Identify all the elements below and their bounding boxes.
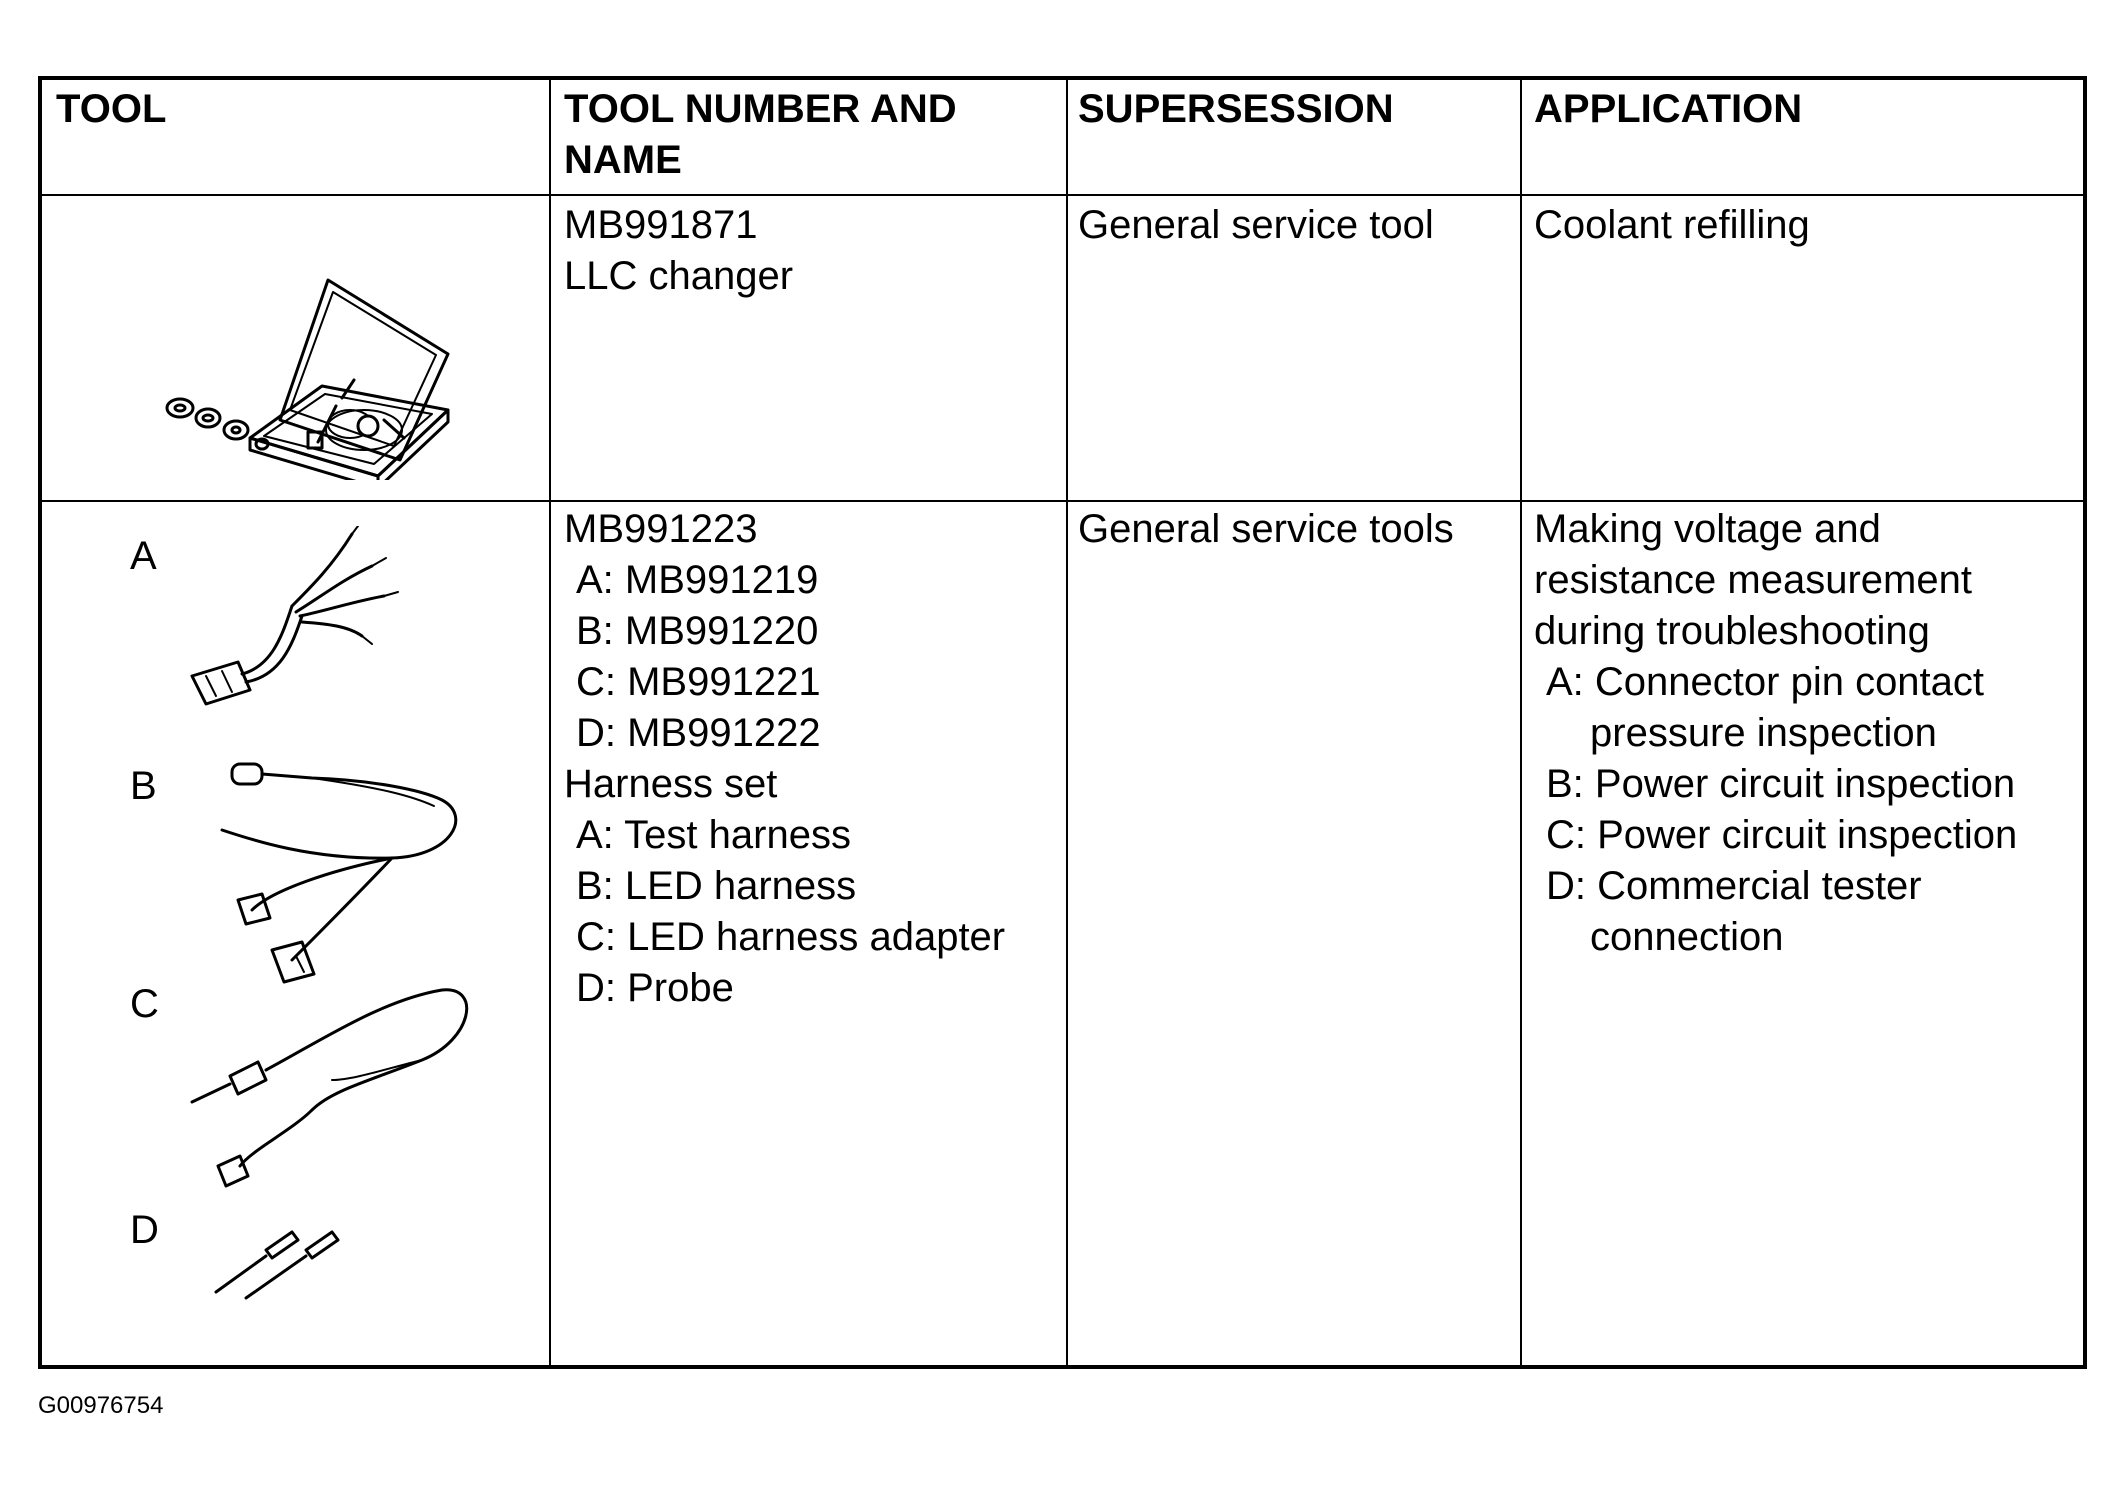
header-tool-number-line1: TOOL NUMBER AND: [564, 87, 957, 131]
row2-tool-number-line: A: MB991219: [576, 558, 819, 602]
header-tool-number-line2: NAME: [564, 138, 682, 182]
llc-changer-kit-icon: [132, 210, 492, 485]
row1-application: [1534, 200, 1810, 251]
column-divider: [1066, 80, 1068, 1365]
row2-application-line: D: Commercial tester: [1546, 864, 1922, 908]
row2-application-line: Making voltage and: [1534, 507, 1881, 551]
figure-letter-a: A: [130, 534, 157, 578]
row2-tool-number-line: Harness set: [564, 762, 778, 806]
row1-tool-number-line: LLC changer: [564, 254, 794, 298]
figure-id: G00976754: [38, 1392, 164, 1419]
row1-tool-number-line: MB991871: [564, 203, 758, 247]
column-divider: [1520, 80, 1522, 1365]
tool-table: [38, 76, 2087, 1369]
row2-tool-number-line: C: MB991221: [576, 660, 821, 704]
row2-application-line: during troubleshooting: [1534, 609, 1930, 653]
figure-letter-b: B: [130, 764, 157, 808]
figure-letter-d: D: [130, 1208, 159, 1252]
probe-icon: [206, 1206, 406, 1311]
row1-tool-number: [564, 200, 793, 302]
test-harness-icon: [162, 526, 402, 731]
row2-tool-number-line: B: LED harness: [576, 864, 857, 908]
row2-application-line: resistance measurement: [1534, 558, 1972, 602]
row2-tool-number: [564, 504, 1005, 1014]
row2-tool-number-line: B: MB991220: [576, 609, 819, 653]
row1-application-line: Coolant refilling: [1534, 203, 1810, 247]
row2-application-line: B: Power circuit inspection: [1546, 762, 2016, 806]
row2-application-line: pressure inspection: [1590, 711, 1937, 755]
header-tool-number: [564, 84, 957, 186]
header-supersession-label: SUPERSESSION: [1078, 87, 1394, 131]
row2-supersession-text: General service tools: [1078, 507, 1454, 551]
row1-supersession-text: General service tool: [1078, 203, 1434, 247]
header-tool: [56, 84, 166, 135]
row2-tool-number-line: C: LED harness adapter: [576, 915, 1006, 959]
row2-tool-number-line: MB991223: [564, 507, 758, 551]
row2-application: [1534, 504, 2017, 963]
row2-tool-number-line: D: Probe: [576, 966, 734, 1010]
header-supersession: [1078, 84, 1394, 135]
row2-tool-number-line: D: MB991222: [576, 711, 821, 755]
column-divider: [549, 80, 551, 1365]
row-divider: [42, 500, 2083, 502]
row2-supersession: [1078, 504, 1454, 555]
row2-application-line: connection: [1590, 915, 1784, 959]
row-divider: [42, 194, 2083, 196]
row2-application-line: A: Connector pin contact: [1546, 660, 1985, 704]
figure-letter-c: C: [130, 982, 159, 1026]
header-tool-label: TOOL: [56, 87, 167, 131]
row2-application-line: C: Power circuit inspection: [1546, 813, 2018, 857]
header-application: [1534, 84, 1802, 135]
header-application-label: APPLICATION: [1534, 87, 1803, 131]
row1-supersession: [1078, 200, 1434, 251]
row2-tool-number-line: A: Test harness: [576, 813, 851, 857]
